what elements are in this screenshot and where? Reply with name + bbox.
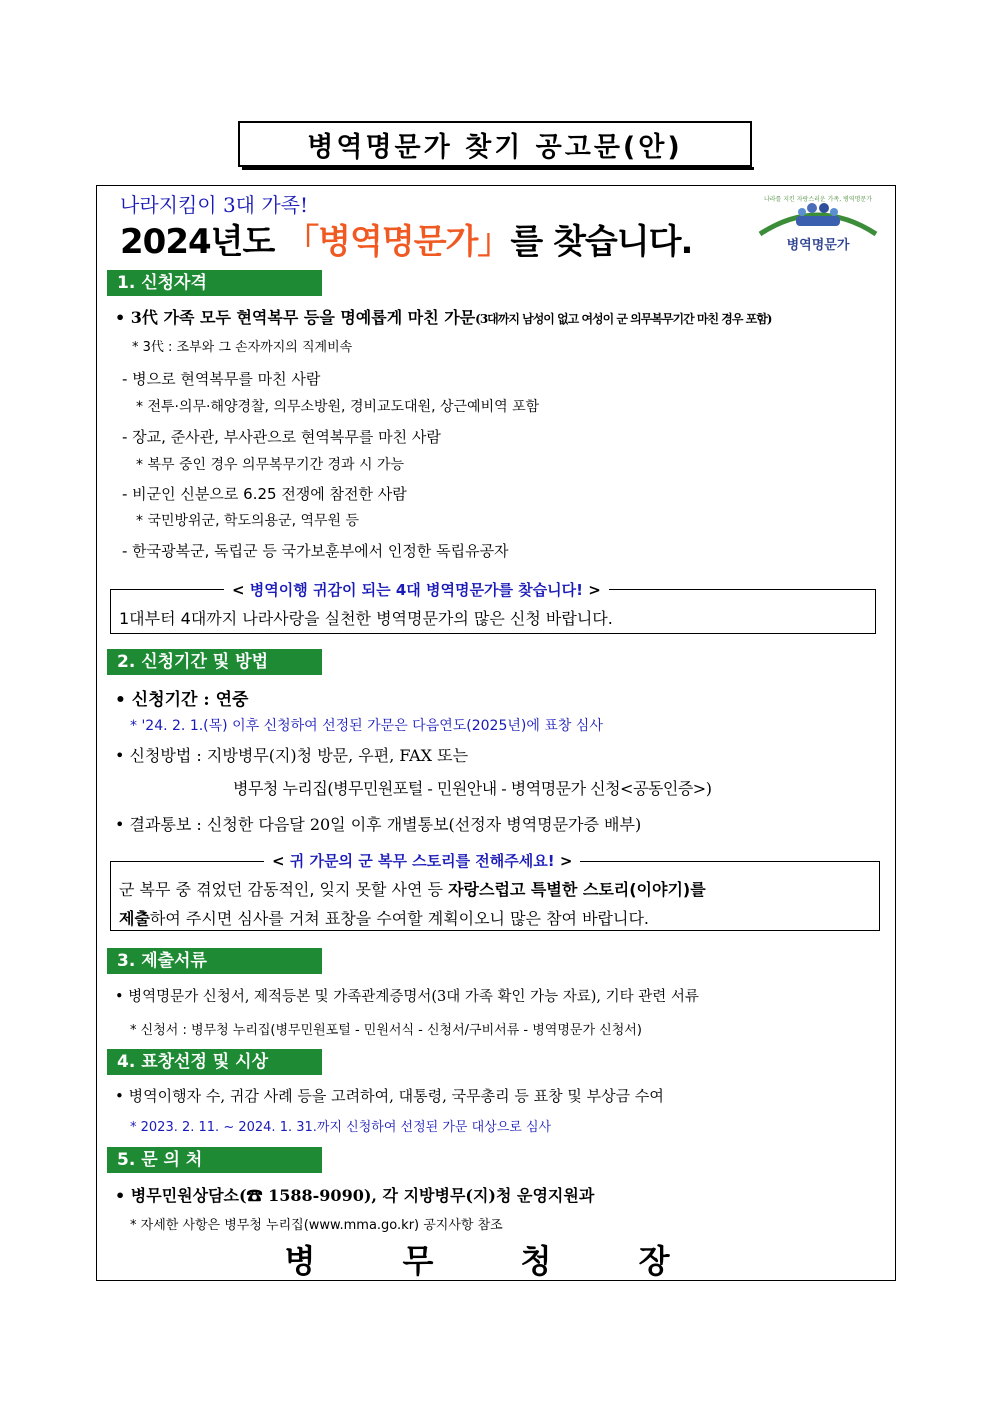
callout-4th-label [224, 579, 609, 600]
callout-story-line2-a: 제출 [119, 909, 150, 928]
header-subtitle: 나라지킴이 3대 가족! [120, 193, 309, 217]
result-text: • 결과통보 : 신청한 다음달 20일 이후 개별통보(선정자 병역명문가증 배부) [115, 815, 642, 834]
callout-4th-text: 1대부터 4대까지 나라사랑을 실천한 병역명문가의 많은 신청 바랍니다. [119, 609, 613, 628]
documents-note: * 신청서 : 병무청 누리집(병무민원포털 - 민원서식 - 신청서/구비서류 - 병역명문가 신청서) [130, 1023, 642, 1038]
callout-story-line1-b: 자랑스럽고 특별한 스토리(이야기)를 [448, 880, 706, 899]
header-main-highlight: 「병역명문가」 [285, 222, 511, 262]
callout-bracket-open: < [232, 581, 250, 599]
method-text: • 신청방법 : 지방병무(지)청 방문, 우편, FAX 또는 [115, 746, 469, 765]
eligibility-item: - 장교, 준사관, 부사관으로 현역복무를 마친 사람 [122, 428, 441, 446]
period-text: • 신청기간 : 연중 [115, 690, 249, 710]
eligibility-item-note: * 전투·의무·해양경찰, 의무소방원, 경비교도대원, 상근예비역 포함 [136, 399, 540, 415]
callout-story-line2 [119, 906, 649, 929]
section-heading-award: 4. 표창선정 및 시상 [107, 1049, 322, 1075]
eligibility-lead-note: (3대까지 남성이 없고 여성이 군 의무복무기간 마친 경우 포함) [475, 312, 772, 326]
award-text: • 병역이행자 수, 귀감 사례 등을 고려하여, 대통령, 국무총리 등 표창 및 부상금 수여 [115, 1087, 664, 1105]
contact-text: • 병무민원상담소(☎ 1588-9090), 각 지방병무(지)청 운영지원과 [115, 1186, 595, 1205]
callout-story-line1-a: 군 복무 중 겪었던 감동적인, 잊지 못할 사연 등 [119, 880, 449, 899]
header-main-prefix: 2024년도 [120, 222, 286, 262]
section-heading-period: 2. 신청기간 및 방법 [107, 649, 322, 675]
callout-story [110, 861, 880, 931]
callout-bracket-close: > [583, 581, 601, 599]
eligibility-item: - 병으로 현역복무를 마친 사람 [122, 370, 321, 388]
callout-story-line1 [119, 877, 706, 900]
contact-note: * 자세한 사항은 병무청 누리집(www.mma.go.kr) 공지사항 참조 [130, 1218, 503, 1233]
header-main-suffix: 를 찾습니다. [510, 222, 693, 262]
eligibility-lead [115, 305, 771, 328]
issuer-signature: 병 무 청 장 [284, 1242, 708, 1280]
title-underline [242, 167, 754, 170]
eligibility-item-note: * 복무 중인 경우 의무복무기간 경과 시 가능 [136, 457, 405, 473]
byeongyeok-logo [752, 194, 884, 254]
callout-story-label [264, 850, 580, 871]
eligibility-item: - 한국광복군, 독립군 등 국가보훈부에서 인정한 독립유공자 [122, 542, 509, 560]
callout-bracket-close: > [554, 852, 573, 870]
callout-story-line2-b: 하여 주시면 심사를 거쳐 표창을 수여할 계획이오니 많은 참여 바랍니다. [149, 909, 650, 928]
logo-tagline: 나라를 지킨 자랑스러운 가족, 병역명문가 [763, 196, 873, 203]
callout-4th-label-text: 병역이행 귀감이 되는 4대 병역명문가를 찾습니다! [249, 581, 583, 599]
callout-story-label-text: 귀 가문의 군 복무 스토리를 전해주세요! [289, 852, 555, 870]
eligibility-lead-main: • 3代 가족 모두 현역복무 등을 명예롭게 마친 가문 [115, 308, 476, 327]
method-text-cont: 병무청 누리집(병무민원포털 - 민원안내 - 병역명문가 신청<공동인증>) [233, 779, 712, 798]
eligibility-item-note: * 국민방위군, 학도의용군, 역무원 등 [136, 513, 360, 529]
eligibility-item: - 비군인 신분으로 6.25 전쟁에 참전한 사람 [122, 485, 407, 503]
eligibility-note-3dai: * 3代 : 조부와 그 손자까지의 직계비속 [132, 340, 353, 355]
logo-name: 병역명문가 [786, 238, 850, 253]
section-heading-documents: 3. 제출서류 [107, 948, 322, 974]
documents-text: • 병역명문가 신청서, 제적등본 및 가족관계증명서(3대 가족 확인 가능 자료), 기타 관련 서류 [115, 989, 699, 1005]
award-note: * 2023. 2. 11. ~ 2024. 1. 31.까지 신청하여 선정된 가문 대상으로 심사 [130, 1120, 552, 1135]
page-title: 병역명문가 찾기 공고문(안) [238, 121, 752, 167]
section-heading-eligibility: 1. 신청자격 [107, 270, 322, 296]
header-main-title [120, 214, 692, 263]
section-heading-contact: 5. 문 의 처 [107, 1147, 322, 1173]
callout-bracket-open: < [272, 852, 290, 870]
period-note: * '24. 2. 1.(목) 이후 신청하여 선정된 가문은 다음연도(2025년)에 표창 심사 [130, 718, 603, 734]
